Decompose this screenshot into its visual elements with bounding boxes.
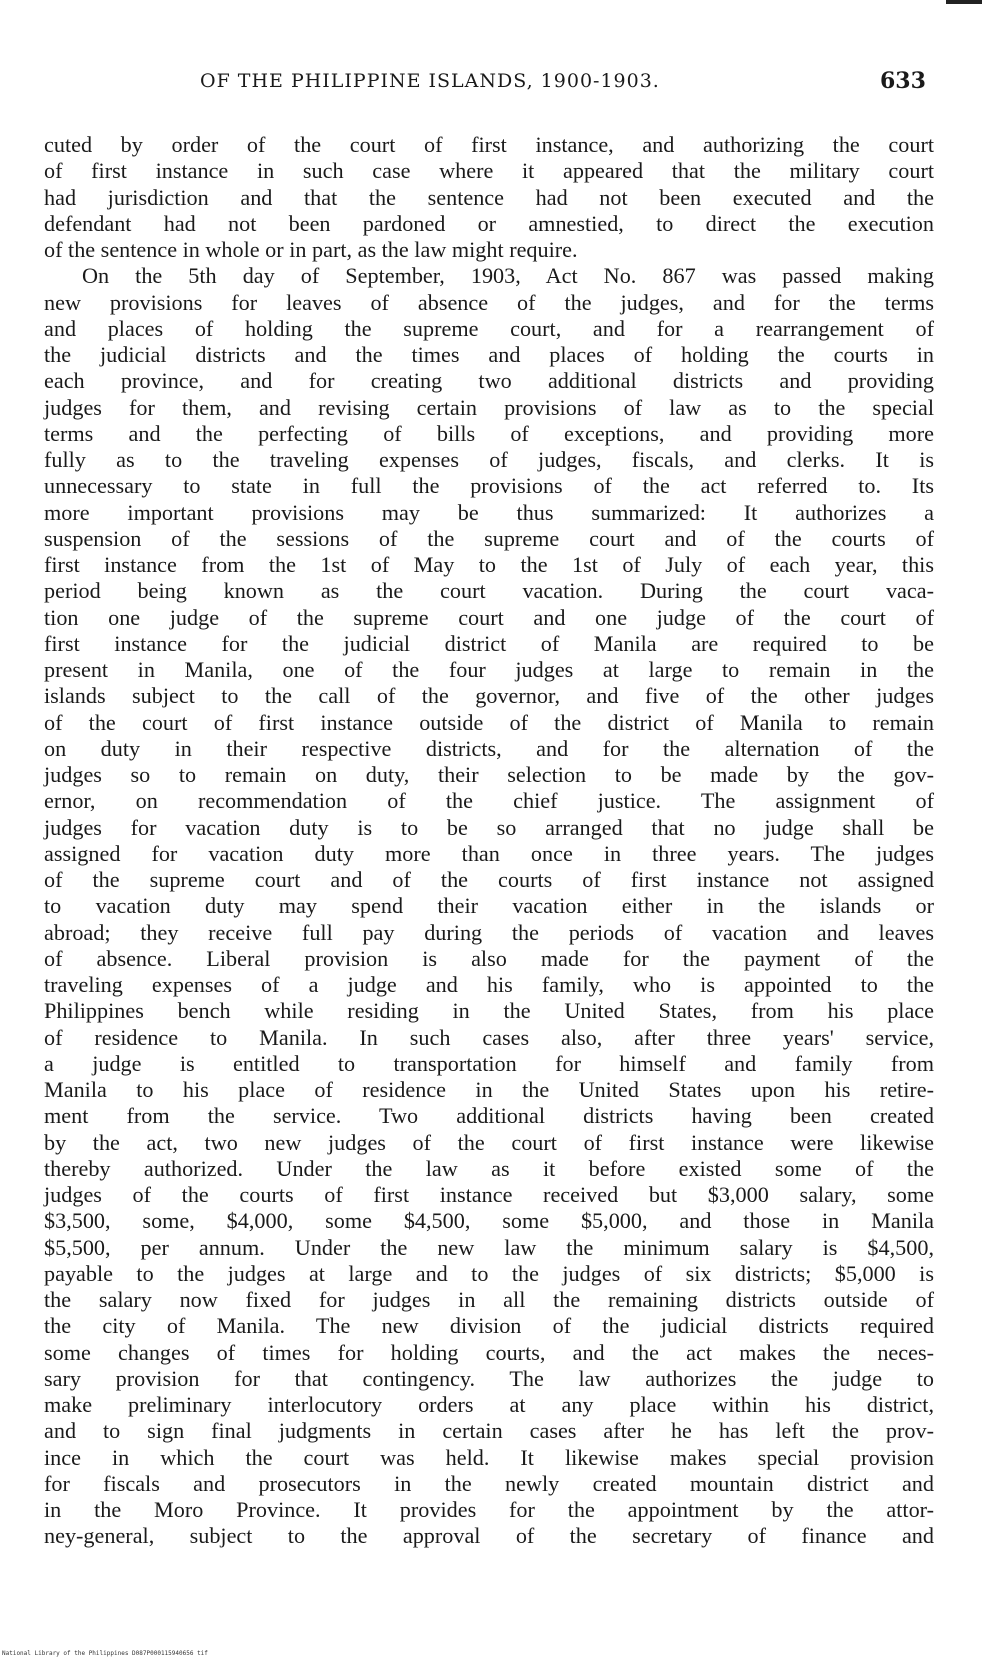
text-line: on duty in their respective districts, and for the alternation of the <box>44 735 934 761</box>
text-line: first instance for the judicial district of Manila are required to be <box>44 630 934 656</box>
text-line: of absence. Liberal provision is also made for the payment of the <box>44 945 934 971</box>
corner-scan-mark <box>946 0 982 4</box>
text-line: thereby authorized. Under the law as it before existed some of the <box>44 1155 934 1181</box>
text-line: fully as to the traveling expenses of judges, fiscals, and clerks. It is <box>44 447 934 472</box>
text-line: $5,500, per annum. Under the new law the minimum salary is $4,500, <box>44 1234 934 1260</box>
text-line: judges for vacation duty is to be so arranged that no judge shall be <box>44 814 934 840</box>
text-line: tion one judge of the supreme court and one judge of the court of <box>44 604 934 630</box>
text-line: more important provisions may be thus summarized: It authorizes a <box>44 499 934 525</box>
text-line: payable to the judges at large and to the judges of six districts; $5,000 is <box>44 1260 934 1286</box>
scan-footer-label: National Library of the Philippines D087P000115940656 tif <box>2 1650 208 1657</box>
text-line: some changes of times for holding courts, and the act makes the neces- <box>44 1339 934 1365</box>
text-line: new provisions for leaves of absence of the judges, and for the terms <box>44 289 934 315</box>
text-line: of residence to Manila. In such cases also, after three years' service, <box>44 1024 934 1050</box>
text-line: judges for them, and revising certain provisions of law as to the special <box>44 394 934 420</box>
text-line: traveling expenses of a judge and his family, who is appointed to the <box>44 972 934 997</box>
text-line: ernor, on recommendation of the chief justice. The assignment of <box>44 788 934 814</box>
text-line: abroad; they receive full pay during the periods of vacation and leaves <box>44 919 934 945</box>
text-line: assigned for vacation duty more than once in three years. The judges <box>44 840 934 866</box>
page-number: 633 <box>880 68 926 94</box>
text-line: for fiscals and prosecutors in the newly created mountain district and <box>44 1470 934 1496</box>
text-line: ney-general, subject to the approval of the secretary of finance and <box>44 1523 934 1549</box>
text-line: $3,500, some, $4,000, some $4,500, some $5,000, and those in Manila <box>44 1208 934 1234</box>
text-line: On the 5th day of September, 1903, Act No. 867 was passed making <box>82 263 934 289</box>
text-line: cuted by order of the court of first instance, and authorizing the court <box>44 132 934 157</box>
text-line: terms and the perfecting of bills of exceptions, and providing more <box>44 420 934 446</box>
text-line: Philippines bench while residing in the United States, from his place <box>44 998 934 1024</box>
text-line: ince in which the court was held. It likewise makes special provision <box>44 1444 934 1470</box>
text-line: a judge is entitled to transportation for himself and family from <box>44 1050 934 1076</box>
text-line: defendant had not been pardoned or amnestied, to direct the execution <box>44 210 934 236</box>
text-line: unnecessary to state in full the provisions of the act referred to. Its <box>44 473 934 499</box>
text-line: judges so to remain on duty, their selection to be made by the gov- <box>44 762 934 787</box>
text-line: ment from the service. Two additional districts having been created <box>44 1103 934 1129</box>
text-line: islands subject to the call of the governor, and five of the other judges <box>44 683 934 709</box>
text-line: judges of the courts of first instance received but $3,000 salary, some <box>44 1182 934 1207</box>
text-line: each province, and for creating two additional districts and providing <box>44 368 934 394</box>
text-line: had jurisdiction and that the sentence had not been executed and the <box>44 184 934 210</box>
text-line: sary provision for that contingency. The law authorizes the judge to <box>44 1365 934 1391</box>
body-text <box>44 132 934 1550</box>
text-line: and places of holding the supreme court, and for a rearrangement of <box>44 315 934 341</box>
text-line: to vacation duty may spend their vacation either in the islands or <box>44 893 934 919</box>
text-line: of the court of first instance outside of the district of Manila to remain <box>44 709 934 735</box>
text-line: of the supreme court and of the courts of first instance not assigned <box>44 867 934 892</box>
text-line: and to sign final judgments in certain cases after he has left the prov- <box>44 1418 934 1444</box>
text-line: Manila to his place of residence in the United States upon his retire- <box>44 1077 934 1102</box>
text-line: of the sentence in whole or in part, as the law might require. <box>44 237 578 262</box>
text-line: first instance from the 1st of May to the 1st of July of each year, this <box>44 552 934 577</box>
text-line: present in Manila, one of the four judges at large to remain in the <box>44 657 934 682</box>
running-head: OF THE PHILIPPINE ISLANDS, 1900-1903. <box>200 70 660 92</box>
text-line: the judicial districts and the times and places of holding the courts in <box>44 342 934 367</box>
text-line: make preliminary interlocutory orders at any place within his district, <box>44 1392 934 1417</box>
text-line: the salary now fixed for judges in all the remaining districts outside of <box>44 1287 934 1312</box>
text-line: period being known as the court vacation. During the court vaca- <box>44 578 934 604</box>
text-line: of first instance in such case where it appeared that the military court <box>44 158 934 184</box>
text-line: in the Moro Province. It provides for the appointment by the attor- <box>44 1497 934 1522</box>
text-line: the city of Manila. The new division of the judicial districts required <box>44 1313 934 1339</box>
text-line: by the act, two new judges of the court of first instance were likewise <box>44 1129 934 1155</box>
text-line: suspension of the sessions of the supreme court and of the courts of <box>44 525 934 551</box>
